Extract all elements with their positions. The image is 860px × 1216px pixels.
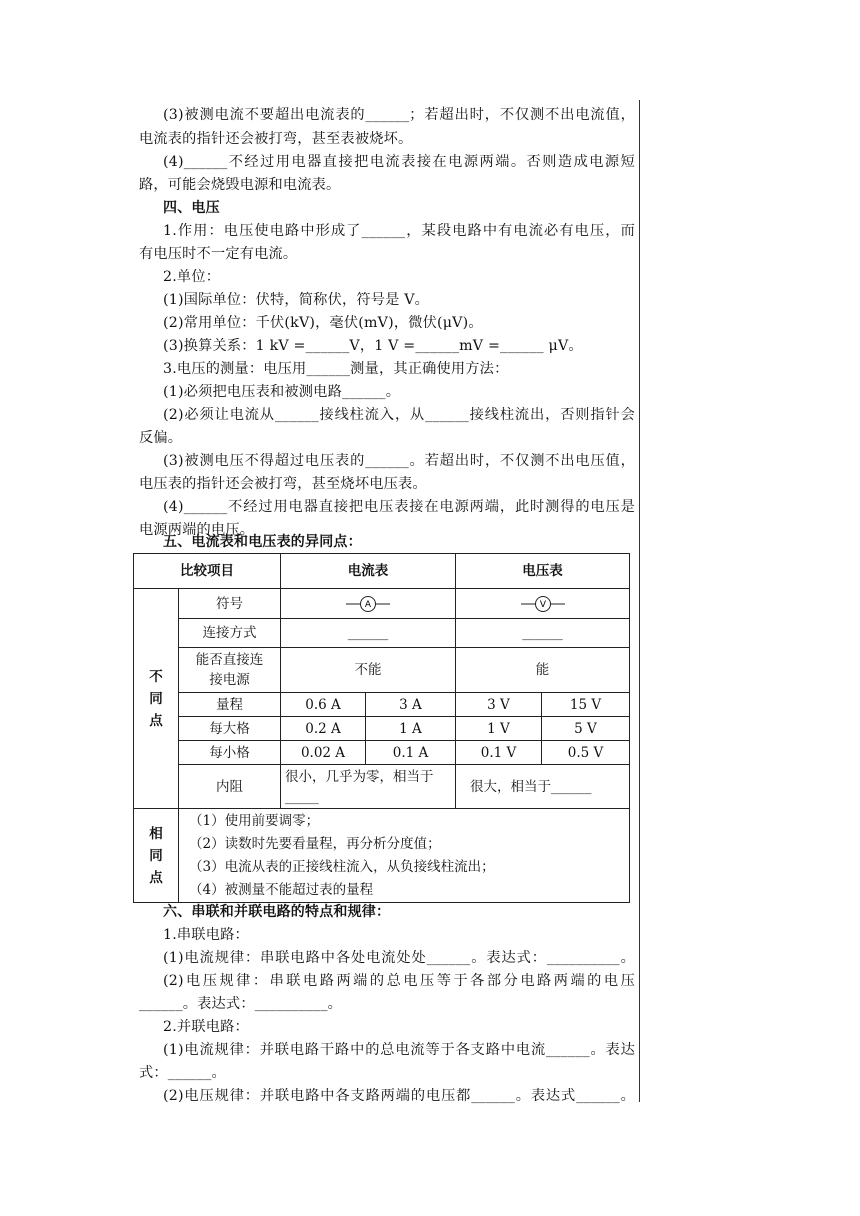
- value-cell: 3 A: [366, 693, 456, 717]
- section-heading: 五、电流表和电压表的异同点：: [163, 534, 362, 550]
- text-line: 有电压时不一定有电流。: [139, 246, 298, 262]
- same-point: （1）使用前要调零；: [189, 812, 320, 829]
- voltmeter-symbol-icon: [521, 595, 565, 613]
- text-line: 2.单位：: [163, 269, 221, 285]
- text-line: (1)国际单位：伏特，简称伏，符号是 V。: [163, 292, 430, 308]
- text-line: 1.作用：电压使电路中形成了______，某段电路中有电流必有电压，而: [163, 223, 635, 239]
- value-cell: 0.2 A: [281, 717, 366, 741]
- text-line: 电压表的指针还会被打弯，甚至烧坏电压表。: [139, 476, 427, 492]
- section-heading: 六、串联和并联电路的特点和规律：: [163, 904, 391, 920]
- same-point: （4）被测量不能超过表的量程: [189, 881, 374, 898]
- table-row: [134, 589, 630, 619]
- text-line: (1)电流规律：串联电路中各处电流处处______。表达式：__________。: [163, 950, 635, 966]
- row-label: 内阻: [179, 765, 281, 809]
- margin-rule: [639, 100, 640, 1102]
- text-line: ______。表达式：__________。: [139, 996, 343, 1012]
- text-line: (3)被测电压不得超过电压表的______。若超出时，不仅测不出电压值，: [163, 453, 635, 469]
- value-cell: 1 A: [366, 717, 456, 741]
- stacked-char: 同: [149, 690, 163, 707]
- value-cell: 0.1 A: [366, 741, 456, 765]
- value-cell: 3 V: [456, 693, 542, 717]
- table-row: [134, 765, 630, 809]
- voltmeter-connect-cell: ______: [456, 619, 630, 648]
- voltmeter-resistance-cell: 很大，相当于______: [456, 765, 630, 809]
- text-line: 式：______。: [139, 1065, 226, 1081]
- voltmeter-symbol-cell: [456, 589, 630, 619]
- same-point: （3）电流从表的正接线柱流入，从负接线柱流出；: [189, 858, 495, 875]
- text-line: (2)必须让电流从______接线柱流入，从______接线柱流出，否则指针会: [163, 407, 635, 423]
- section-heading: 四、电压: [163, 200, 220, 216]
- row-label: 能否直接连接电源: [179, 648, 281, 693]
- diff-label-text: [138, 666, 174, 732]
- same-point: （2）读数时先要看量程，再分析分度值；: [189, 835, 441, 852]
- table-header-row: [134, 554, 630, 589]
- stacked-char: 点: [149, 712, 163, 729]
- stacked-char: 同: [149, 847, 163, 864]
- text-line: 路，可能会烧毁电源和电流表。: [139, 177, 341, 193]
- text-line: 电源两端的电压。: [139, 522, 255, 538]
- header-voltmeter: 电压表: [456, 554, 630, 589]
- value-cell: 0.02 A: [281, 741, 366, 765]
- text-line: 3.电压的测量：电压用______测量，其正确使用方法：: [163, 361, 509, 377]
- diff-label: [134, 589, 179, 809]
- table-row: [134, 648, 630, 693]
- text-line: (4)______不经过用电器直接把电压表接在电源两端，此时测得的电压是: [163, 499, 635, 515]
- value-cell: 15 V: [542, 693, 630, 717]
- text-line: 电流表的指针还会被打弯，甚至表被烧坏。: [139, 131, 413, 147]
- text-line: 2.并联电路：: [163, 1019, 249, 1035]
- text-line: 反偏。: [139, 430, 183, 446]
- table-row: [134, 809, 630, 903]
- table-row: [134, 619, 630, 648]
- value-cell: 1 V: [456, 717, 542, 741]
- text-line: (3)被测电流不要超出电流表的______；若超出时，不仅测不出电流值，: [163, 107, 635, 123]
- row-label: 每小格: [179, 741, 281, 765]
- text-line: (2)电压规律：并联电路中各支路两端的电压都______。表达式______。: [163, 1088, 635, 1104]
- value-cell: 0.1 V: [456, 741, 542, 765]
- stacked-char: 点: [149, 869, 163, 886]
- table-row: [134, 693, 630, 717]
- text-line: (2)常用单位：千伏(kV)，毫伏(mV)，微伏(μV)。: [163, 315, 483, 331]
- ammeter-resistance-cell: 很小，几乎为零，相当于_____: [281, 765, 456, 809]
- voltmeter-symbol-letter: V: [539, 600, 546, 610]
- text-line: (1)电流规律：并联电路干路中的总电流等于各支路中电流______。表达: [163, 1042, 635, 1058]
- row-label: 量程: [179, 693, 281, 717]
- same-label: [134, 809, 179, 903]
- ammeter-direct-cell: 不能: [281, 648, 456, 693]
- row-label: 符号: [179, 589, 281, 619]
- value-cell: 0.5 V: [542, 741, 630, 765]
- value-cell: 5 V: [542, 717, 630, 741]
- stacked-char: 相: [149, 825, 163, 842]
- ammeter-connect-cell: ______: [281, 619, 456, 648]
- comparison-table: [133, 553, 630, 903]
- same-label-text: [138, 823, 174, 889]
- same-points-cell: [179, 809, 630, 903]
- value-cell: 0.6 A: [281, 693, 366, 717]
- text-line: (2)电压规律：串联电路两端的总电压等于各部分电路两端的电压: [163, 973, 635, 989]
- header-ammeter: 电流表: [281, 554, 456, 589]
- table-row: [134, 717, 630, 741]
- table-row: [134, 741, 630, 765]
- text-line: (3)换算关系：1 kV =______V，1 V =______mV =______ μV。: [163, 338, 583, 354]
- ammeter-symbol-cell: [281, 589, 456, 619]
- row-label: 每大格: [179, 717, 281, 741]
- ammeter-symbol-icon: [346, 595, 390, 613]
- text-line: (4)______不经过用电器直接把电流表接在电源两端。否则造成电源短: [163, 154, 635, 170]
- row-label: 连接方式: [179, 619, 281, 648]
- stacked-char: 不: [149, 668, 163, 685]
- text-line: 1.串联电路：: [163, 927, 249, 943]
- header-item: 比较项目: [134, 554, 281, 589]
- voltmeter-direct-cell: 能: [456, 648, 630, 693]
- text-line: (1)必须把电压表和被测电路______。: [163, 384, 401, 400]
- ammeter-symbol-letter: A: [364, 600, 372, 610]
